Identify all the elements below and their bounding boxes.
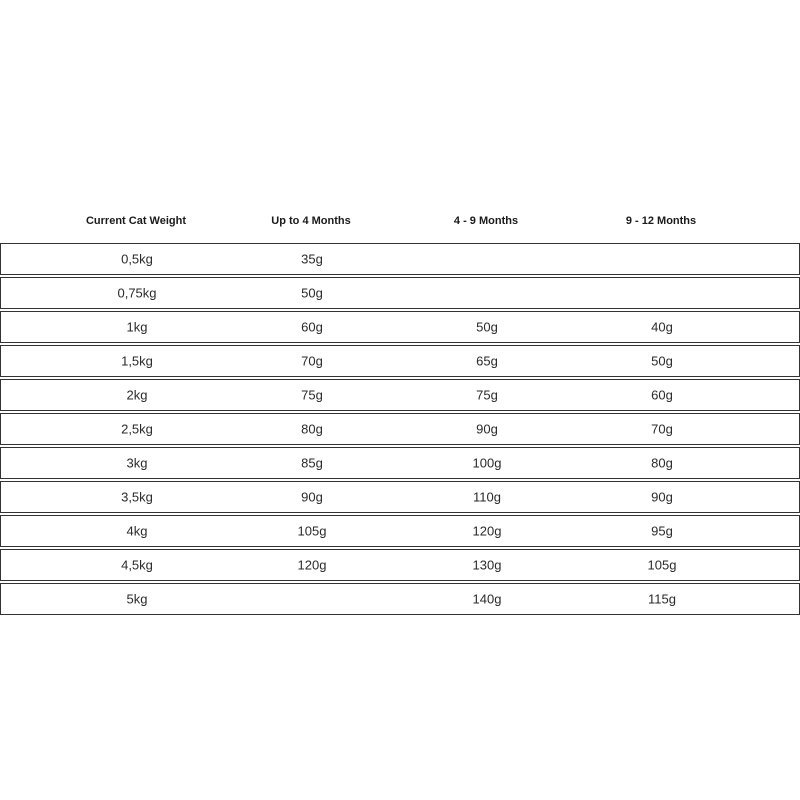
table-row	[0, 243, 800, 275]
table-row	[0, 481, 800, 513]
cell-4-9-months: 65g	[476, 353, 498, 369]
cell-weight: 2kg	[126, 387, 148, 403]
cell-4-9-months: 110g	[473, 489, 501, 505]
cell-weight: 4kg	[126, 523, 148, 539]
table-row	[0, 447, 800, 479]
table-row	[0, 379, 800, 411]
cell-weight: 0,75kg	[117, 285, 157, 301]
table-row	[0, 549, 800, 581]
table-row	[0, 583, 800, 615]
cell-9-12-months: 40g	[651, 319, 673, 335]
cell-9-12-months: 80g	[651, 455, 673, 471]
cell-up-to-4-months: 105g	[297, 523, 327, 539]
cell-4-9-months: 50g	[476, 319, 498, 335]
table-body	[0, 243, 800, 617]
cell-up-to-4-months: 60g	[301, 319, 323, 335]
cell-9-12-months: 60g	[651, 387, 673, 403]
header-up-to-4-months: Up to 4 Months	[271, 215, 351, 227]
table-header-row	[0, 200, 800, 242]
table-row	[0, 413, 800, 445]
cell-9-12-months: 95g	[651, 523, 673, 539]
table-row	[0, 515, 800, 547]
cell-weight: 1,5kg	[121, 353, 153, 369]
cell-weight: 4,5kg	[121, 557, 153, 573]
cell-weight: 0,5kg	[121, 251, 153, 267]
cell-9-12-months: 115g	[648, 591, 676, 607]
cell-weight: 5kg	[126, 591, 148, 607]
cell-up-to-4-months: 120g	[297, 557, 327, 573]
cell-4-9-months: 130g	[472, 557, 502, 573]
table-row	[0, 345, 800, 377]
cell-4-9-months: 75g	[476, 387, 498, 403]
header-4-9-months: 4 - 9 Months	[453, 215, 519, 227]
feeding-table	[0, 200, 800, 242]
cell-up-to-4-months: 70g	[301, 353, 323, 369]
cell-weight: 1kg	[126, 319, 148, 335]
table-row	[0, 277, 800, 309]
cell-4-9-months: 140g	[472, 591, 502, 607]
header-current-cat-weight: Current Cat Weight	[85, 215, 187, 227]
table-row	[0, 311, 800, 343]
cell-up-to-4-months: 90g	[301, 489, 323, 505]
cell-up-to-4-months: 85g	[301, 455, 323, 471]
cell-up-to-4-months: 35g	[301, 251, 323, 267]
cell-up-to-4-months: 80g	[301, 421, 323, 437]
cell-9-12-months: 105g	[647, 557, 677, 573]
cell-up-to-4-months: 75g	[301, 387, 323, 403]
cell-weight: 3kg	[126, 455, 148, 471]
cell-9-12-months: 90g	[651, 489, 673, 505]
cell-9-12-months: 70g	[651, 421, 673, 437]
cell-weight: 3,5kg	[121, 489, 153, 505]
header-9-12-months: 9 - 12 Months	[625, 215, 697, 227]
cell-4-9-months: 100g	[472, 455, 502, 471]
cell-9-12-months: 50g	[651, 353, 673, 369]
cell-weight: 2,5kg	[121, 421, 153, 437]
cell-up-to-4-months: 50g	[301, 285, 323, 301]
cell-4-9-months: 90g	[476, 421, 498, 437]
cell-4-9-months: 120g	[472, 523, 502, 539]
